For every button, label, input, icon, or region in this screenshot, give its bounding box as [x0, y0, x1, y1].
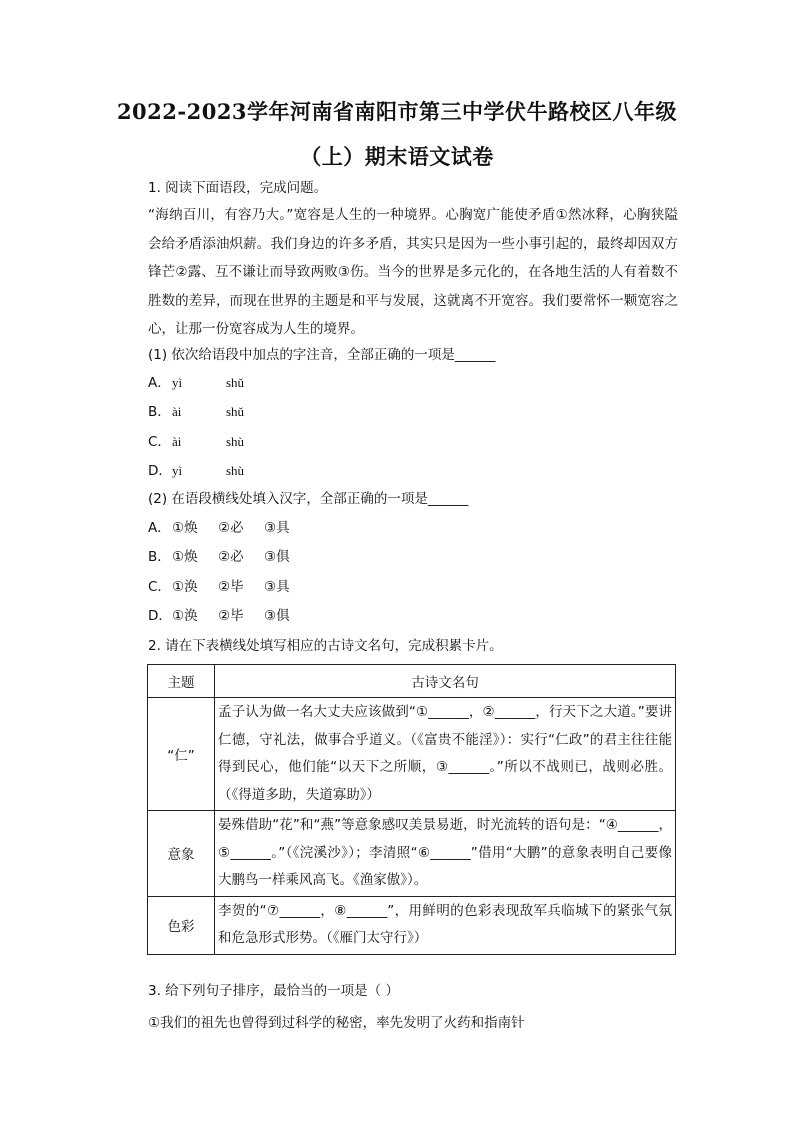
option-label: C．: [148, 434, 171, 450]
option-char-1: ①涣: [172, 608, 198, 624]
sub1-option-c: [148, 433, 244, 451]
option-pinyin-2: shù: [226, 463, 245, 478]
option-char-1: ①焕: [172, 549, 198, 565]
table-header-topic: 主题: [148, 665, 215, 698]
row-content: 孟子认为做一名大丈夫应该做到“①______，②______，行天下之大道。”要讲仁德，守礼法，做事合乎道义。（《富贵不能淫》）：实行“仁政”的君主往往能得到民心，他们能“以天下之所顺，③______。”所以不战则已，战则必胜。（《得道多助，失道寡助》）: [215, 698, 676, 811]
poetry-card-table: [147, 664, 676, 955]
question-3-stem: 3. 给下列句子排序，最恰当的一项是（ ）: [148, 983, 399, 999]
row-topic: 意象: [148, 811, 215, 897]
table-header-content: 古诗文名句: [215, 665, 676, 698]
sub1-option-b: [148, 403, 244, 421]
sub2-option-a: [148, 519, 290, 537]
option-label: B．: [148, 404, 171, 420]
exam-title-line1: 2022-2023学年河南省南阳市第三中学伏牛路校区八年级: [116, 99, 678, 124]
option-char-3: ③具: [264, 579, 290, 595]
option-char-2: ②必: [218, 520, 244, 536]
sub2-option-c: [148, 578, 290, 596]
row-content: 李贺的“⑦______，⑧______”，用鲜明的色彩表现敌军兵临城下的紧张气氛和危急形式形势。（《雁门太守行》）: [215, 896, 676, 954]
option-pinyin-2: shǔ: [226, 404, 245, 419]
option-pinyin-2: shǔ: [226, 375, 245, 390]
sub2-option-b: [148, 548, 290, 566]
option-char-1: ①涣: [172, 579, 198, 595]
option-label: D．: [148, 608, 172, 624]
option-char-3: ③具: [264, 520, 290, 536]
option-pinyin-1: ài: [172, 404, 182, 419]
option-label: C．: [148, 579, 171, 595]
question-2-stem: 2. 请在下表横线处填写相应的古诗文名句，完成积累卡片。: [148, 638, 503, 654]
option-pinyin-1: ài: [172, 434, 182, 449]
table-header-row: [148, 665, 676, 698]
question-1-passage: “海纳百川，有容乃大。”宽容是人生的一种境界。心胸宽广能使矛盾①然冰释，心胸狭隘会给矛盾添油炽薪。我们身边的许多矛盾，其实只是因为一些小事引起的，最终却因双方锋芒②露、互不谦让而导致两败③伤。当今的世界是多元化的，在各地生活的人有着数不胜数的差异，而现在世界的主题是和平与发展，这就离不开宽容。我们要常怀一颗宽容之心，让那一份宽容成为人生的境界。: [148, 207, 678, 337]
option-label: B．: [148, 549, 171, 565]
option-char-1: ①焕: [172, 520, 198, 536]
option-label: A．: [148, 520, 171, 536]
question-1-stem: 1. 阅读下面语段，完成问题。: [148, 180, 328, 196]
question-1-sub1-prompt: (1) 依次给语段中加点的字注音，全部正确的一项是______: [148, 347, 496, 363]
table-row: [148, 896, 676, 954]
option-label: A．: [148, 375, 171, 391]
sub1-option-a: [148, 374, 244, 392]
table-row: [148, 698, 676, 811]
option-pinyin-1: yì: [172, 463, 183, 478]
sub2-option-d: [148, 607, 290, 625]
table-row: [148, 811, 676, 897]
option-char-2: ②毕: [218, 608, 244, 624]
row-topic: 色彩: [148, 896, 215, 954]
question-3-sentence-1: ①我们的祖先也曾得到过科学的秘密，率先发明了火药和指南针: [148, 1015, 525, 1031]
option-char-3: ③俱: [264, 549, 290, 565]
option-char-2: ②必: [218, 549, 244, 565]
option-pinyin-2: shù: [226, 434, 245, 449]
option-char-2: ②毕: [218, 579, 244, 595]
option-pinyin-1: yì: [172, 375, 183, 390]
sub1-option-d: [148, 462, 244, 480]
exam-title-line2: （上）期末语文试卷: [300, 144, 494, 169]
option-char-3: ③俱: [264, 608, 290, 624]
row-topic: “仁”: [148, 698, 215, 811]
row-content: 晏殊借助“花”和“燕”等意象感叹美景易逝，时光流转的语句是：“④______，⑤______。”（《浣溪沙》）；李清照“⑥______”借用“大鹏”的意象表明自己要像大鹏鸟一样乘风高飞。《渔家傲》）。: [215, 811, 676, 897]
question-1-sub2-prompt: (2) 在语段横线处填入汉字，全部正确的一项是______: [148, 491, 469, 507]
option-label: D．: [148, 463, 172, 479]
